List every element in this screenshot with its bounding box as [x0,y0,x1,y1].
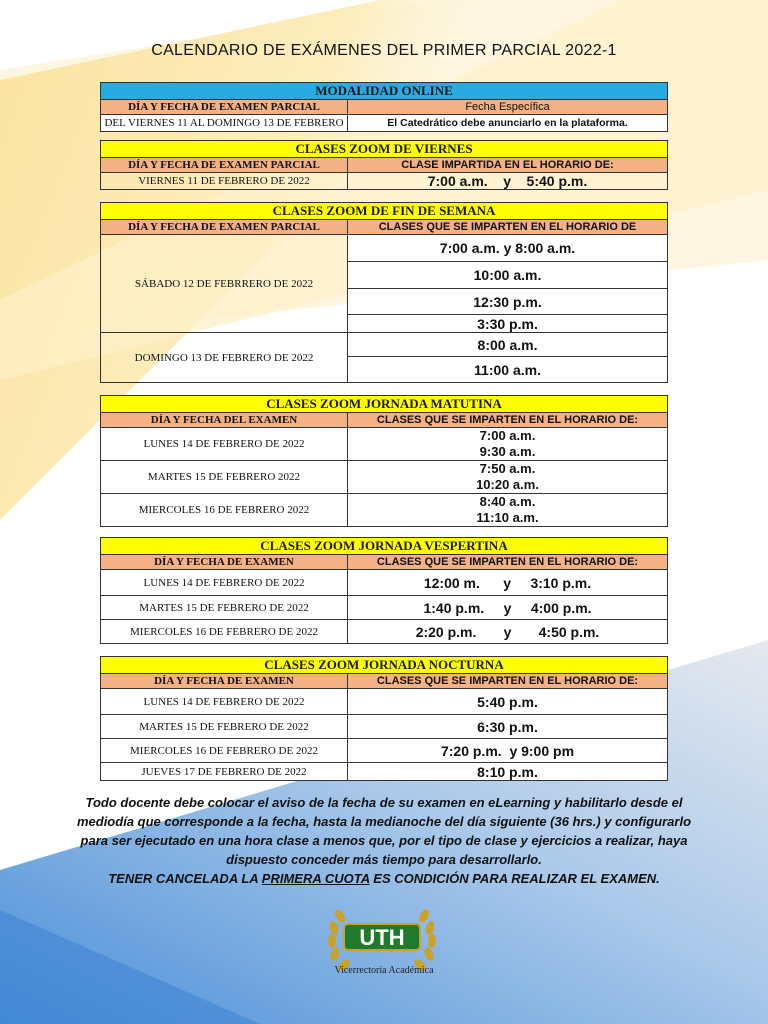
finsemana-table [100,202,668,383]
table-row [101,461,668,494]
matutina-time: 11:10 a.m. [476,510,539,525]
viernes-date: VIERNES 11 DE FEBRERO DE 2022 [101,173,348,190]
nocturna-time: 5:40 p.m. [348,689,668,715]
viernes-section [100,140,668,190]
payment-condition-pre: TENER CANCELADA LA [108,871,262,886]
payment-condition [40,869,728,888]
nocturna-time: 7:20 p.m. y 9:00 pm [348,739,668,763]
viernes-time: 7:00 a.m. y 5:40 p.m. [348,173,668,190]
vespertina-date: MIERCOLES 16 DE FEBRERO DE 2022 [101,620,348,644]
viernes-col1: DÍA Y FECHA DE EXAMEN PARCIAL [101,158,348,173]
vespertina-time: 12:00 m. y 3:10 p.m. [348,570,668,596]
footer-notice [40,793,728,888]
domingo-time: 11:00 a.m. [348,357,668,383]
domingo-time: 8:00 a.m. [348,333,668,357]
matutina-time: 10:20 a.m. [476,477,539,492]
table-row [101,570,668,596]
payment-condition-post: ES CONDICIÓN PARA REALIZAR EL EXAMEN. [369,871,660,886]
table-row [101,494,668,527]
matutina-table [100,395,668,527]
online-table [100,82,668,132]
page-title: CALENDARIO DE EXÁMENES DEL PRIMER PARCIAL 2022-1 [151,42,617,59]
online-note: El Catedrático debe anunciarlo en la plataforma. [348,115,668,132]
online-col2: Fecha Específica [348,100,668,115]
nocturna-time: 6:30 p.m. [348,715,668,739]
table-row [101,763,668,781]
primera-cuota-text: PRIMERA CUOTA [261,871,370,886]
matutina-time: 8:40 a.m. [479,494,536,509]
online-section [100,82,668,132]
sabado-time: 7:00 a.m. y 8:00 a.m. [348,235,668,262]
matutina-time: 7:50 a.m. [479,461,536,476]
nocturna-col2: CLASES QUE SE IMPARTEN EN EL HORARIO DE: [348,674,668,689]
matutina-section [100,395,668,527]
logo-text: UTH [359,925,405,950]
nocturna-date: MIERCOLES 16 DE FEBRERO DE 2022 [101,739,348,763]
matutina-time: 7:00 a.m. [479,428,536,443]
finsemana-heading: CLASES ZOOM DE FIN DE SEMANA [101,203,668,220]
notice-line: dispuesto conceder más tiempo para desarrollarlo. [226,852,542,867]
nocturna-section [100,656,668,781]
vespertina-date: MARTES 15 DE FEBRERO DE 2022 [101,596,348,620]
table-row [101,715,668,739]
matutina-col2: CLASES QUE SE IMPARTEN EN EL HORARIO DE: [348,413,668,428]
domingo-date: DOMINGO 13 DE FEBRERO DE 2022 [101,333,348,383]
matutina-col1: DÍA Y FECHA DEL EXAMEN [101,413,348,428]
sabado-time: 12:30 p.m. [348,289,668,315]
nocturna-date: JUEVES 17 DE FEBRERO DE 2022 [101,763,348,781]
nocturna-col1: DÍA Y FECHA DE EXAMEN [101,674,348,689]
matutina-date: LUNES 14 DE FEBRERO DE 2022 [101,428,348,461]
vespertina-heading: CLASES ZOOM JORNADA VESPERTINA [101,538,668,555]
table-row [101,428,668,461]
online-heading: MODALIDAD ONLINE [101,83,668,100]
finsemana-col1: DÍA Y FECHA DE EXAMEN PARCIAL [101,220,348,235]
vespertina-date: LUNES 14 DE FEBRERO DE 2022 [101,570,348,596]
nocturna-time: 8:10 p.m. [348,763,668,781]
finsemana-section [100,202,668,383]
sabado-time: 10:00 a.m. [348,262,668,289]
logo-caption: Vicerrectoría Académica [334,965,434,976]
vespertina-time: 1:40 p.m. y 4:00 p.m. [348,596,668,620]
matutina-time: 9:30 a.m. [479,444,536,459]
matutina-date: MIERCOLES 16 DE FEBRERO 2022 [101,494,348,527]
notice-line: Todo docente debe colocar el aviso de la fecha de su examen en eLearning y habilitarlo desde el [85,795,683,810]
online-date: DEL VIERNES 11 AL DOMINGO 13 DE FEBRERO [101,115,348,132]
vespertina-time: 2:20 p.m. y 4:50 p.m. [348,620,668,644]
table-row [101,689,668,715]
nocturna-date: MARTES 15 DE FEBRERO DE 2022 [101,715,348,739]
sabado-time: 3:30 p.m. [348,315,668,333]
vespertina-col1: DÍA Y FECHA DE EXAMEN [101,555,348,570]
notice-line: mediodía que corresponde a la fecha, hasta la medianoche del día siguiente (36 hrs.) y configurarlo [76,814,692,829]
matutina-heading: CLASES ZOOM JORNADA MATUTINA [101,396,668,413]
table-row [101,620,668,644]
sabado-date: SÁBADO 12 DE FEBRRERO DE 2022 [101,235,348,333]
notice-line: para ser ejecutado en una hora clase a menos que, por el tipo de clase y ejercicios a realizar, haya [80,833,688,848]
viernes-heading: CLASES ZOOM DE VIERNES [101,141,668,158]
table-row [101,596,668,620]
vespertina-section [100,537,668,644]
nocturna-table [100,656,668,781]
viernes-col2: CLASE IMPARTIDA EN EL HORARIO DE: [348,158,668,173]
nocturna-heading: CLASES ZOOM JORNADA NOCTURNA [101,657,668,674]
table-row [101,739,668,763]
vespertina-col2: CLASES QUE SE IMPARTEN EN EL HORARIO DE: [348,555,668,570]
vespertina-table [100,537,668,644]
viernes-table [100,140,668,190]
nocturna-date: LUNES 14 DE FEBRERO DE 2022 [101,689,348,715]
online-col1: DÍA Y FECHA DE EXAMEN PARCIAL [101,100,348,115]
finsemana-col2: CLASES QUE SE IMPARTEN EN EL HORARIO DE [348,220,668,235]
matutina-date: MARTES 15 DE FEBRERO 2022 [101,461,348,494]
